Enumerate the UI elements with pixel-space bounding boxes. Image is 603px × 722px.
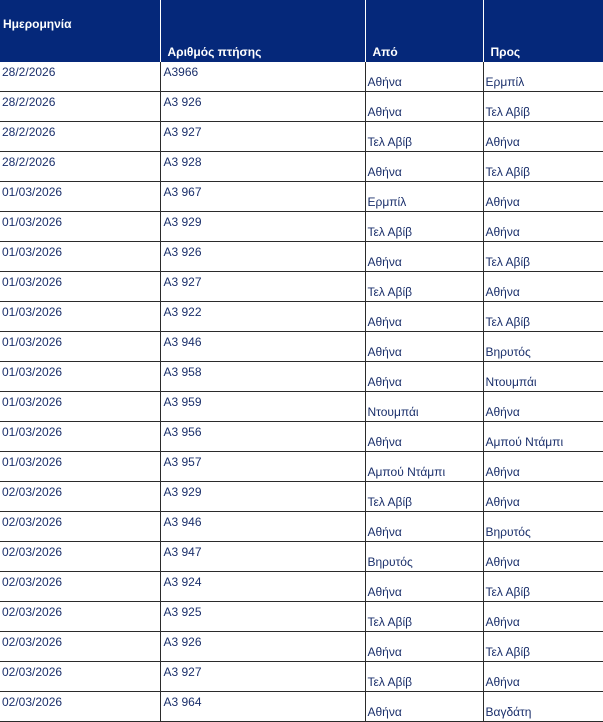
header-to-label: Προς — [490, 45, 521, 59]
flight-number-cell-text: A3 947 — [163, 545, 202, 559]
from-cell-text: Τελ Αβίβ — [367, 675, 413, 689]
from-cell-text: Βηρυτός — [367, 555, 413, 569]
flight-number-cell — [160, 182, 365, 212]
from-cell-text: Τελ Αβίβ — [367, 285, 413, 299]
date-cell-text: 01/03/2026 — [2, 305, 63, 319]
date-cell-text: 01/03/2026 — [2, 425, 63, 439]
to-cell — [483, 182, 603, 212]
from-cell — [365, 182, 483, 212]
from-cell-text: Αθήνα — [367, 705, 402, 719]
from-cell-text: Τελ Αβίβ — [367, 135, 413, 149]
date-cell — [0, 302, 160, 332]
from-cell — [365, 482, 483, 512]
flight-number-cell-text: A3 946 — [163, 515, 202, 529]
header-row — [0, 0, 603, 62]
from-cell — [365, 362, 483, 392]
to-cell — [483, 632, 603, 662]
date-cell-text: 28/2/2026 — [2, 155, 56, 169]
to-cell-text: Αθήνα — [485, 195, 520, 209]
flight-number-cell-text: A3 925 — [163, 605, 202, 619]
date-cell-text: 01/03/2026 — [2, 245, 63, 259]
from-cell — [365, 452, 483, 482]
from-cell-text: Αθήνα — [367, 375, 402, 389]
from-cell-text: Τελ Αβίβ — [367, 615, 413, 629]
from-cell — [365, 212, 483, 242]
to-cell-text: Βηρυτός — [485, 525, 531, 539]
flight-number-cell — [160, 332, 365, 362]
table-row — [0, 512, 603, 542]
flight-number-cell — [160, 122, 365, 152]
to-cell-text: Βηρυτός — [485, 345, 531, 359]
to-cell — [483, 212, 603, 242]
flight-number-cell — [160, 272, 365, 302]
flight-number-cell-text: A3 929 — [163, 485, 202, 499]
to-cell-text: Αθήνα — [485, 555, 520, 569]
date-cell — [0, 632, 160, 662]
to-cell — [483, 452, 603, 482]
from-cell — [365, 92, 483, 122]
to-cell — [483, 242, 603, 272]
flight-number-cell — [160, 362, 365, 392]
flight-number-cell-text: A3 964 — [163, 695, 202, 709]
date-cell-text: 01/03/2026 — [2, 455, 63, 469]
to-cell — [483, 362, 603, 392]
to-cell — [483, 302, 603, 332]
flight-number-cell — [160, 152, 365, 182]
flight-number-cell — [160, 302, 365, 332]
flight-number-cell-text: A3 927 — [163, 125, 202, 139]
table-row — [0, 422, 603, 452]
date-cell — [0, 272, 160, 302]
table-row — [0, 632, 603, 662]
to-cell — [483, 512, 603, 542]
from-cell — [365, 632, 483, 662]
date-cell — [0, 332, 160, 362]
date-cell-text: 02/03/2026 — [2, 515, 63, 529]
table-row — [0, 692, 603, 722]
date-cell — [0, 482, 160, 512]
flight-number-cell-text: A3 928 — [163, 155, 202, 169]
from-cell — [365, 512, 483, 542]
flight-number-cell — [160, 452, 365, 482]
date-cell-text: 28/2/2026 — [2, 95, 56, 109]
from-cell-text: Αθήνα — [367, 255, 402, 269]
flight-number-cell — [160, 62, 365, 92]
from-cell-text: Αθήνα — [367, 435, 402, 449]
date-cell — [0, 392, 160, 422]
table-row — [0, 662, 603, 692]
flight-number-cell-text: A3 967 — [163, 185, 202, 199]
from-cell-text: Αθήνα — [367, 585, 402, 599]
to-cell — [483, 392, 603, 422]
table-row — [0, 572, 603, 602]
from-cell-text: Τελ Αβίβ — [367, 225, 413, 239]
date-cell — [0, 152, 160, 182]
date-cell-text: 02/03/2026 — [2, 485, 63, 499]
to-cell-text: Αθήνα — [485, 405, 520, 419]
date-cell-text: 01/03/2026 — [2, 335, 63, 349]
header-flight-number-label: Αριθμός πτήσης — [167, 45, 262, 59]
table-row — [0, 452, 603, 482]
to-cell-text: Αθήνα — [485, 225, 520, 239]
table-row — [0, 62, 603, 92]
date-cell-text: 02/03/2026 — [2, 635, 63, 649]
from-cell — [365, 662, 483, 692]
flight-number-cell — [160, 542, 365, 572]
table-row — [0, 302, 603, 332]
date-cell — [0, 242, 160, 272]
table-row — [0, 482, 603, 512]
from-cell — [365, 152, 483, 182]
flight-number-cell-text: A3966 — [163, 65, 199, 79]
to-cell-text: Τελ Αβίβ — [485, 645, 531, 659]
table-row — [0, 362, 603, 392]
flight-number-cell-text: A3 958 — [163, 365, 202, 379]
table-header — [0, 0, 603, 62]
header-date — [0, 0, 160, 62]
date-cell — [0, 662, 160, 692]
flight-number-cell-text: A3 956 — [163, 425, 202, 439]
to-cell — [483, 572, 603, 602]
flight-number-cell — [160, 602, 365, 632]
flight-number-cell — [160, 572, 365, 602]
to-cell-text: Τελ Αβίβ — [485, 585, 531, 599]
to-cell — [483, 422, 603, 452]
flight-number-cell-text: A3 927 — [163, 275, 202, 289]
table-row — [0, 332, 603, 362]
date-cell — [0, 452, 160, 482]
flight-number-cell — [160, 92, 365, 122]
date-cell — [0, 62, 160, 92]
to-cell-text: Αθήνα — [485, 495, 520, 509]
date-cell — [0, 362, 160, 392]
date-cell-text: 01/03/2026 — [2, 275, 63, 289]
date-cell-text: 01/03/2026 — [2, 185, 63, 199]
to-cell-text: Αθήνα — [485, 615, 520, 629]
table-body — [0, 62, 603, 722]
from-cell-text: Ντουμπάι — [367, 405, 419, 419]
date-cell — [0, 212, 160, 242]
date-cell — [0, 572, 160, 602]
flight-number-cell — [160, 512, 365, 542]
date-cell-text: 02/03/2026 — [2, 575, 63, 589]
table-row — [0, 152, 603, 182]
from-cell-text: Αθήνα — [367, 315, 402, 329]
to-cell-text: Τελ Αβίβ — [485, 165, 531, 179]
flight-number-cell — [160, 482, 365, 512]
date-cell — [0, 692, 160, 722]
date-cell — [0, 92, 160, 122]
to-cell-text: Αθήνα — [485, 135, 520, 149]
table-row — [0, 392, 603, 422]
from-cell-text: Αμπού Ντάμπι — [367, 465, 446, 479]
to-cell-text: Αθήνα — [485, 285, 520, 299]
to-cell — [483, 92, 603, 122]
to-cell — [483, 482, 603, 512]
date-cell-text: 02/03/2026 — [2, 545, 63, 559]
date-cell-text: 02/03/2026 — [2, 695, 63, 709]
flight-number-cell — [160, 242, 365, 272]
table-row — [0, 182, 603, 212]
date-cell — [0, 182, 160, 212]
flight-number-cell-text: A3 926 — [163, 245, 202, 259]
flight-number-cell — [160, 212, 365, 242]
from-cell — [365, 272, 483, 302]
from-cell — [365, 422, 483, 452]
from-cell — [365, 122, 483, 152]
to-cell — [483, 542, 603, 572]
to-cell-text: Τελ Αβίβ — [485, 105, 531, 119]
table-row — [0, 212, 603, 242]
to-cell — [483, 152, 603, 182]
from-cell-text: Αθήνα — [367, 345, 402, 359]
to-cell-text: Αμπού Ντάμπι — [485, 435, 564, 449]
flight-number-cell-text: A3 959 — [163, 395, 202, 409]
date-cell — [0, 542, 160, 572]
to-cell-text: Τελ Αβίβ — [485, 255, 531, 269]
flight-number-cell-text: A3 926 — [163, 95, 202, 109]
table-row — [0, 542, 603, 572]
to-cell — [483, 122, 603, 152]
date-cell-text: 01/03/2026 — [2, 365, 63, 379]
to-cell — [483, 662, 603, 692]
from-cell-text: Αθήνα — [367, 105, 402, 119]
from-cell — [365, 62, 483, 92]
flight-number-cell-text: A3 927 — [163, 665, 202, 679]
flight-number-cell-text: A3 922 — [163, 305, 202, 319]
to-cell — [483, 62, 603, 92]
from-cell-text: Αθήνα — [367, 75, 402, 89]
flight-number-cell — [160, 632, 365, 662]
from-cell — [365, 392, 483, 422]
date-cell-text: 28/2/2026 — [2, 125, 56, 139]
to-cell-text: Τελ Αβίβ — [485, 315, 531, 329]
flight-number-cell — [160, 392, 365, 422]
date-cell — [0, 512, 160, 542]
to-cell-text: Ντουμπάι — [485, 375, 537, 389]
flight-number-cell — [160, 422, 365, 452]
to-cell — [483, 602, 603, 632]
header-flight-number — [160, 0, 365, 62]
table-row — [0, 122, 603, 152]
to-cell-text: Ερμπίλ — [485, 75, 525, 89]
to-cell — [483, 692, 603, 722]
from-cell-text: Ερμπίλ — [367, 195, 407, 209]
from-cell — [365, 692, 483, 722]
date-cell-text: 01/03/2026 — [2, 215, 63, 229]
date-cell-text: 28/2/2026 — [2, 65, 56, 79]
date-cell — [0, 422, 160, 452]
to-cell-text: Βαγδάτη — [485, 705, 532, 719]
flight-number-cell-text: A3 929 — [163, 215, 202, 229]
from-cell — [365, 302, 483, 332]
flight-number-cell — [160, 692, 365, 722]
flight-number-cell-text: A3 957 — [163, 455, 202, 469]
from-cell-text: Τελ Αβίβ — [367, 495, 413, 509]
table-row — [0, 92, 603, 122]
from-cell — [365, 572, 483, 602]
header-date-label: Ημερομηνία — [3, 17, 72, 31]
to-cell-text: Αθήνα — [485, 675, 520, 689]
from-cell-text: Αθήνα — [367, 165, 402, 179]
from-cell — [365, 542, 483, 572]
to-cell — [483, 272, 603, 302]
to-cell-text: Αθήνα — [485, 465, 520, 479]
flight-number-cell-text: A3 946 — [163, 335, 202, 349]
date-cell — [0, 602, 160, 632]
date-cell — [0, 122, 160, 152]
from-cell-text: Αθήνα — [367, 645, 402, 659]
header-from-label: Από — [372, 45, 398, 59]
header-to — [483, 0, 603, 62]
flight-number-cell-text: A3 926 — [163, 635, 202, 649]
flight-number-cell — [160, 662, 365, 692]
to-cell — [483, 332, 603, 362]
table-row — [0, 272, 603, 302]
from-cell — [365, 602, 483, 632]
from-cell — [365, 332, 483, 362]
table-row — [0, 242, 603, 272]
header-from — [365, 0, 483, 62]
date-cell-text: 01/03/2026 — [2, 395, 63, 409]
table-row — [0, 602, 603, 632]
flight-number-cell-text: A3 924 — [163, 575, 202, 589]
date-cell-text: 02/03/2026 — [2, 605, 63, 619]
from-cell — [365, 242, 483, 272]
date-cell-text: 02/03/2026 — [2, 665, 63, 679]
from-cell-text: Αθήνα — [367, 525, 402, 539]
